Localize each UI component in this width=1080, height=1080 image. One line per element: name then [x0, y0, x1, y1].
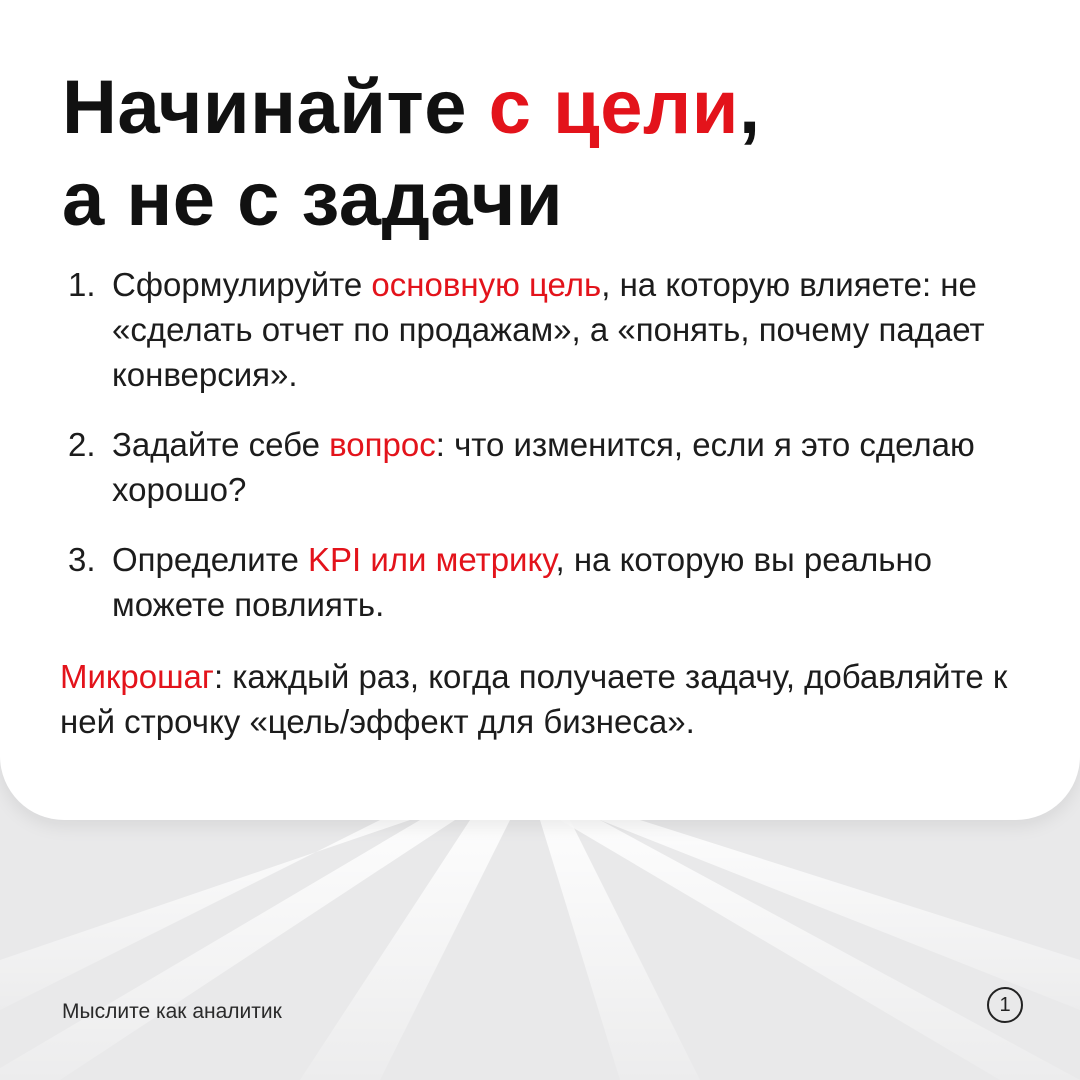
step-accent: вопрос — [329, 426, 436, 463]
list-item — [60, 537, 1050, 627]
step-accent: KPI или метрику — [308, 541, 556, 578]
title-comma: , — [738, 65, 761, 150]
title-text: Начинайте — [62, 65, 489, 150]
page-number-badge — [987, 987, 1023, 1023]
title-line-2: а не с задачи — [62, 157, 564, 242]
step-text: : что изменится, если я это сделаю хорошо? — [112, 426, 975, 508]
step-number: 3. — [68, 541, 96, 578]
step-number: 1. — [68, 266, 96, 303]
series-title: Мыслите как аналитик — [62, 1000, 282, 1023]
step-text: Задайте себе — [112, 426, 330, 463]
page-number: 1 — [999, 993, 1011, 1016]
microstep-text: : каждый раз, когда получаете задачу, добавляйте к ней строчку «цель/эффект для бизнеса». — [60, 658, 1008, 740]
title-accent: с цели — [488, 65, 739, 150]
step-text: Сформулируйте — [112, 266, 372, 303]
step-text: , на которую вы реально можете повлиять. — [112, 541, 933, 623]
page-title — [62, 62, 1042, 246]
step-text: Определите — [112, 541, 308, 578]
step-text: , на которую влияете: не «сделать отчет по продажам», а «понять, почему падает конверсия». — [112, 266, 985, 393]
list-item — [60, 262, 1050, 397]
steps-list — [60, 262, 1050, 652]
step-accent: основную цель — [371, 266, 602, 303]
microstep-label: Микрошаг — [60, 658, 214, 695]
step-number: 2. — [68, 426, 96, 463]
list-item — [60, 422, 1050, 512]
microstep-note — [60, 654, 1050, 744]
